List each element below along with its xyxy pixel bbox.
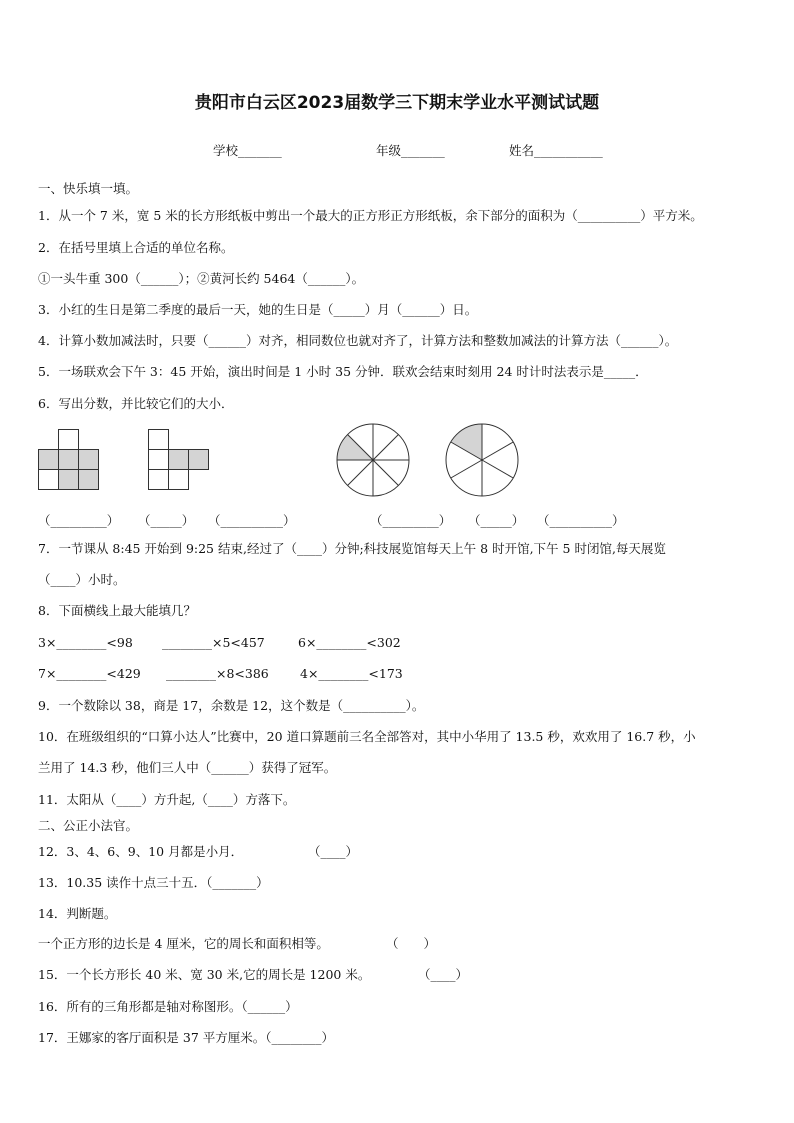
grid-cell: [149, 450, 169, 470]
section-2-heading: 二、公正小法官。: [38, 818, 139, 833]
q6-blank-6: （__________）: [537, 513, 625, 528]
q8-item: 4×________<173: [300, 666, 403, 681]
grid-cell: [169, 470, 189, 490]
grid-cell: [39, 450, 59, 470]
q8-item: 7×________<429: [38, 666, 141, 681]
q8-item: ________×8<386: [166, 666, 269, 681]
section-1-heading: 一、快乐填一填。: [38, 181, 139, 196]
question-15-answer: （____）: [418, 967, 469, 982]
question-13: 13．10.35 读作十点三十五．（_______）: [38, 875, 269, 890]
shaded-sector: [451, 424, 482, 460]
grid-cell: [59, 470, 79, 490]
question-2: 2．在括号里填上合适的单位名称。: [38, 240, 234, 255]
grid-cell: [59, 450, 79, 470]
q8-item: 6×________<302: [298, 635, 401, 650]
name-field: 姓名___________: [509, 143, 603, 158]
question-17: 17．王娜家的客厅面积是 37 平方厘米。（________）: [38, 1030, 335, 1045]
q8-item: ________×5<457: [162, 635, 265, 650]
grid-cell: [59, 430, 79, 450]
grid-cell: [79, 450, 99, 470]
grade-field: 年级_______: [376, 143, 445, 158]
question-9: 9．一个数除以 38，商是 17，余数是 12，这个数是（__________）。: [38, 698, 425, 713]
fraction-grid-figure-1: [38, 429, 102, 493]
grid-cell: [39, 470, 59, 490]
question-12-answer: （____）: [308, 844, 359, 859]
question-3: 3．小红的生日是第二季度的最后一天，她的生日是（_____）月（______）日。: [38, 302, 478, 317]
question-7-line-2: （____）小时。: [38, 572, 126, 587]
q6-blank-1: （_________）: [38, 513, 120, 528]
grid-cell: [79, 470, 99, 490]
question-12: 12．3、4、6、9、10 月都是小月．: [38, 844, 244, 859]
grid-cell: [149, 430, 169, 450]
shaded-sector: [337, 435, 373, 460]
question-6: 6．写出分数，并比较它们的大小．: [38, 396, 234, 411]
q8-item: 3×________<98: [38, 635, 133, 650]
q6-blank-3: （__________）: [208, 513, 296, 528]
fraction-circle-figure-2: [444, 422, 520, 498]
question-5: 5．一场联欢会下午 3：45 开始，演出时间是 1 小时 35 分钟．联欢会结束时刻用 24 时计时法表示是_____．: [38, 364, 648, 379]
question-14: 14．判断题。: [38, 906, 117, 921]
q6-blank-5: （_____）: [468, 513, 525, 528]
q6-blank-2: （_____）: [138, 513, 195, 528]
grid-cell: [189, 450, 209, 470]
question-4: 4．计算小数加减法时，只要（______）对齐，相同数位也就对齐了，计算方法和整数加减法的计算方法（______）。: [38, 333, 678, 348]
question-10-line-1: 10．在班级组织的“口算小达人”比赛中，20 道口算题前三名全部答对，其中小华用了 13.5 秒，欢欢用了 16.7 秒，小: [38, 729, 696, 744]
question-11: 11．太阳从（____）方升起,（____）方落下。: [38, 792, 296, 807]
question-10-line-2: 兰用了 14.3 秒，他们三人中（______）获得了冠军。: [38, 760, 337, 775]
fraction-grid-figure-2: [148, 429, 212, 493]
grid-cell: [149, 470, 169, 490]
fraction-circle-figure-1: [335, 422, 411, 498]
school-field: 学校_______: [213, 143, 282, 158]
question-14-sub: 一个正方形的边长是 4 厘米，它的周长和面积相等。: [38, 936, 329, 951]
page-title: 贵阳市白云区2023届数学三下期末学业水平测试试题: [194, 93, 600, 113]
question-2-sub: ①一头牛重 300（______）；②黄河长约 5464（______）。: [38, 271, 365, 286]
question-1: 1．从一个 7 米，宽 5 米的长方形纸板中剪出一个最大的正方形正方形纸板，余下部分的面积为（__________）平方米。: [38, 208, 703, 223]
question-8: 8．下面横线上最大能填几？: [38, 603, 196, 618]
question-14-answer: （ ）: [386, 936, 437, 951]
question-16: 16．所有的三角形都是轴对称图形。（______）: [38, 999, 298, 1014]
q6-blank-4: （_________）: [370, 513, 452, 528]
grid-cell: [169, 450, 189, 470]
question-7-line-1: 7．一节课从 8:45 开始到 9:25 结束,经过了（____）分钟;科技展览馆每天上午 8 时开馆,下午 5 时闭馆,每天展览: [38, 541, 666, 556]
question-15: 15．一个长方形长 40 米、宽 30 米,它的周长是 1200 米。: [38, 967, 371, 982]
